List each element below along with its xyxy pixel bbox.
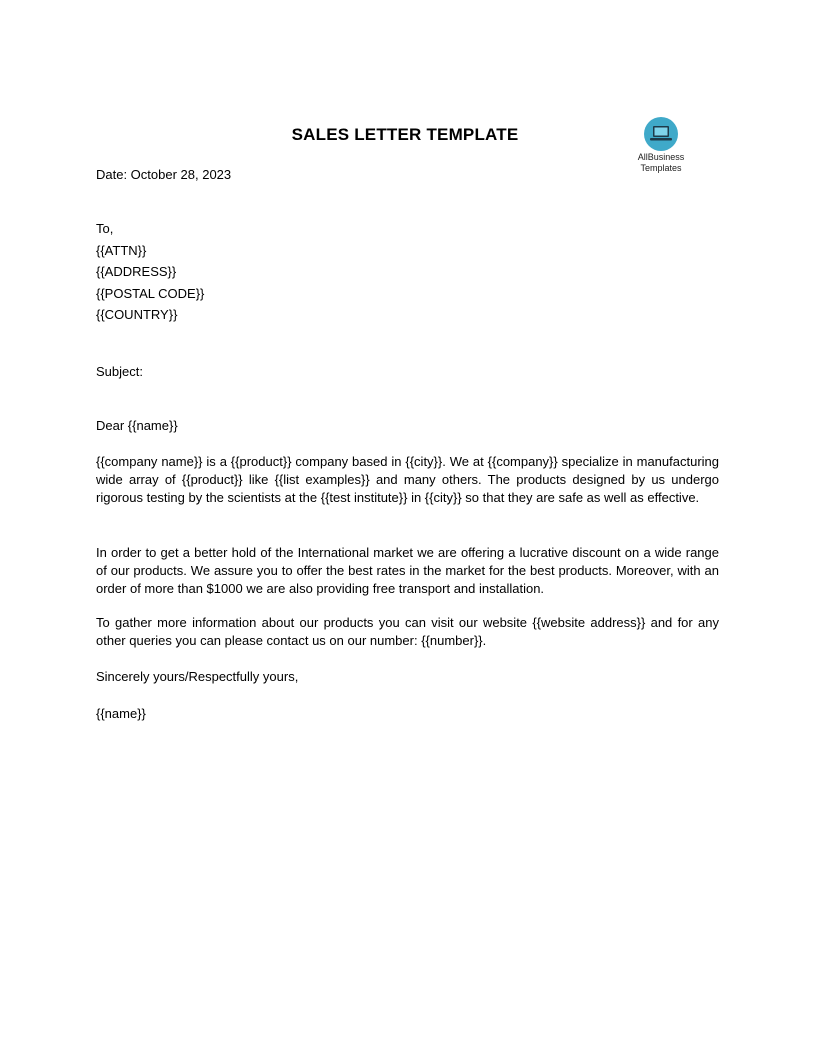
closing-line: Sincerely yours/Respectfully yours,: [96, 669, 299, 684]
body-paragraph-1: {{company name}} is a {{product}} company based in {{city}}. We at {{company}} specialize in manufacturing wide array of {{product}} like {{list examples}} and many others. The products designed by us undergo rigorous testing by the scientists at the {{test institute}} in {{city}} so that they are safe as well as effective.: [96, 454, 719, 505]
subject-line: Subject:: [96, 364, 143, 379]
country-line: {{COUNTRY}}: [96, 307, 178, 322]
body-paragraph-3: To gather more information about our products you can visit our website {{website address}} and for any other queries you can please contact us on our number: {{number}}.: [96, 615, 719, 648]
document-title: SALES LETTER TEMPLATE: [291, 125, 519, 144]
attn-line: {{ATTN}}: [96, 242, 147, 258]
postal-code-line: {{POSTAL CODE}}: [96, 285, 205, 301]
body-paragraph-2: In order to get a better hold of the International market we are offering a lucrative discount on a wide range of our products. We assure you to offer the best rates in the market for the best products. Moreover, with an order of more than $1000 we are also providing free transport and installation.: [96, 545, 719, 596]
to-line: To,: [96, 221, 114, 236]
recipient-address: [96, 220, 719, 328]
logo-line-2: Templates: [640, 163, 682, 173]
logo-line-1: AllBusiness: [637, 152, 685, 162]
brand-logo: [625, 117, 697, 173]
signature-name: {{name}}: [96, 706, 146, 721]
laptop-icon: [644, 117, 678, 151]
letter-date: Date: October 28, 2023: [96, 167, 232, 182]
address-line: {{ADDRESS}}: [96, 264, 177, 279]
greeting: Dear {{name}}: [96, 418, 178, 433]
